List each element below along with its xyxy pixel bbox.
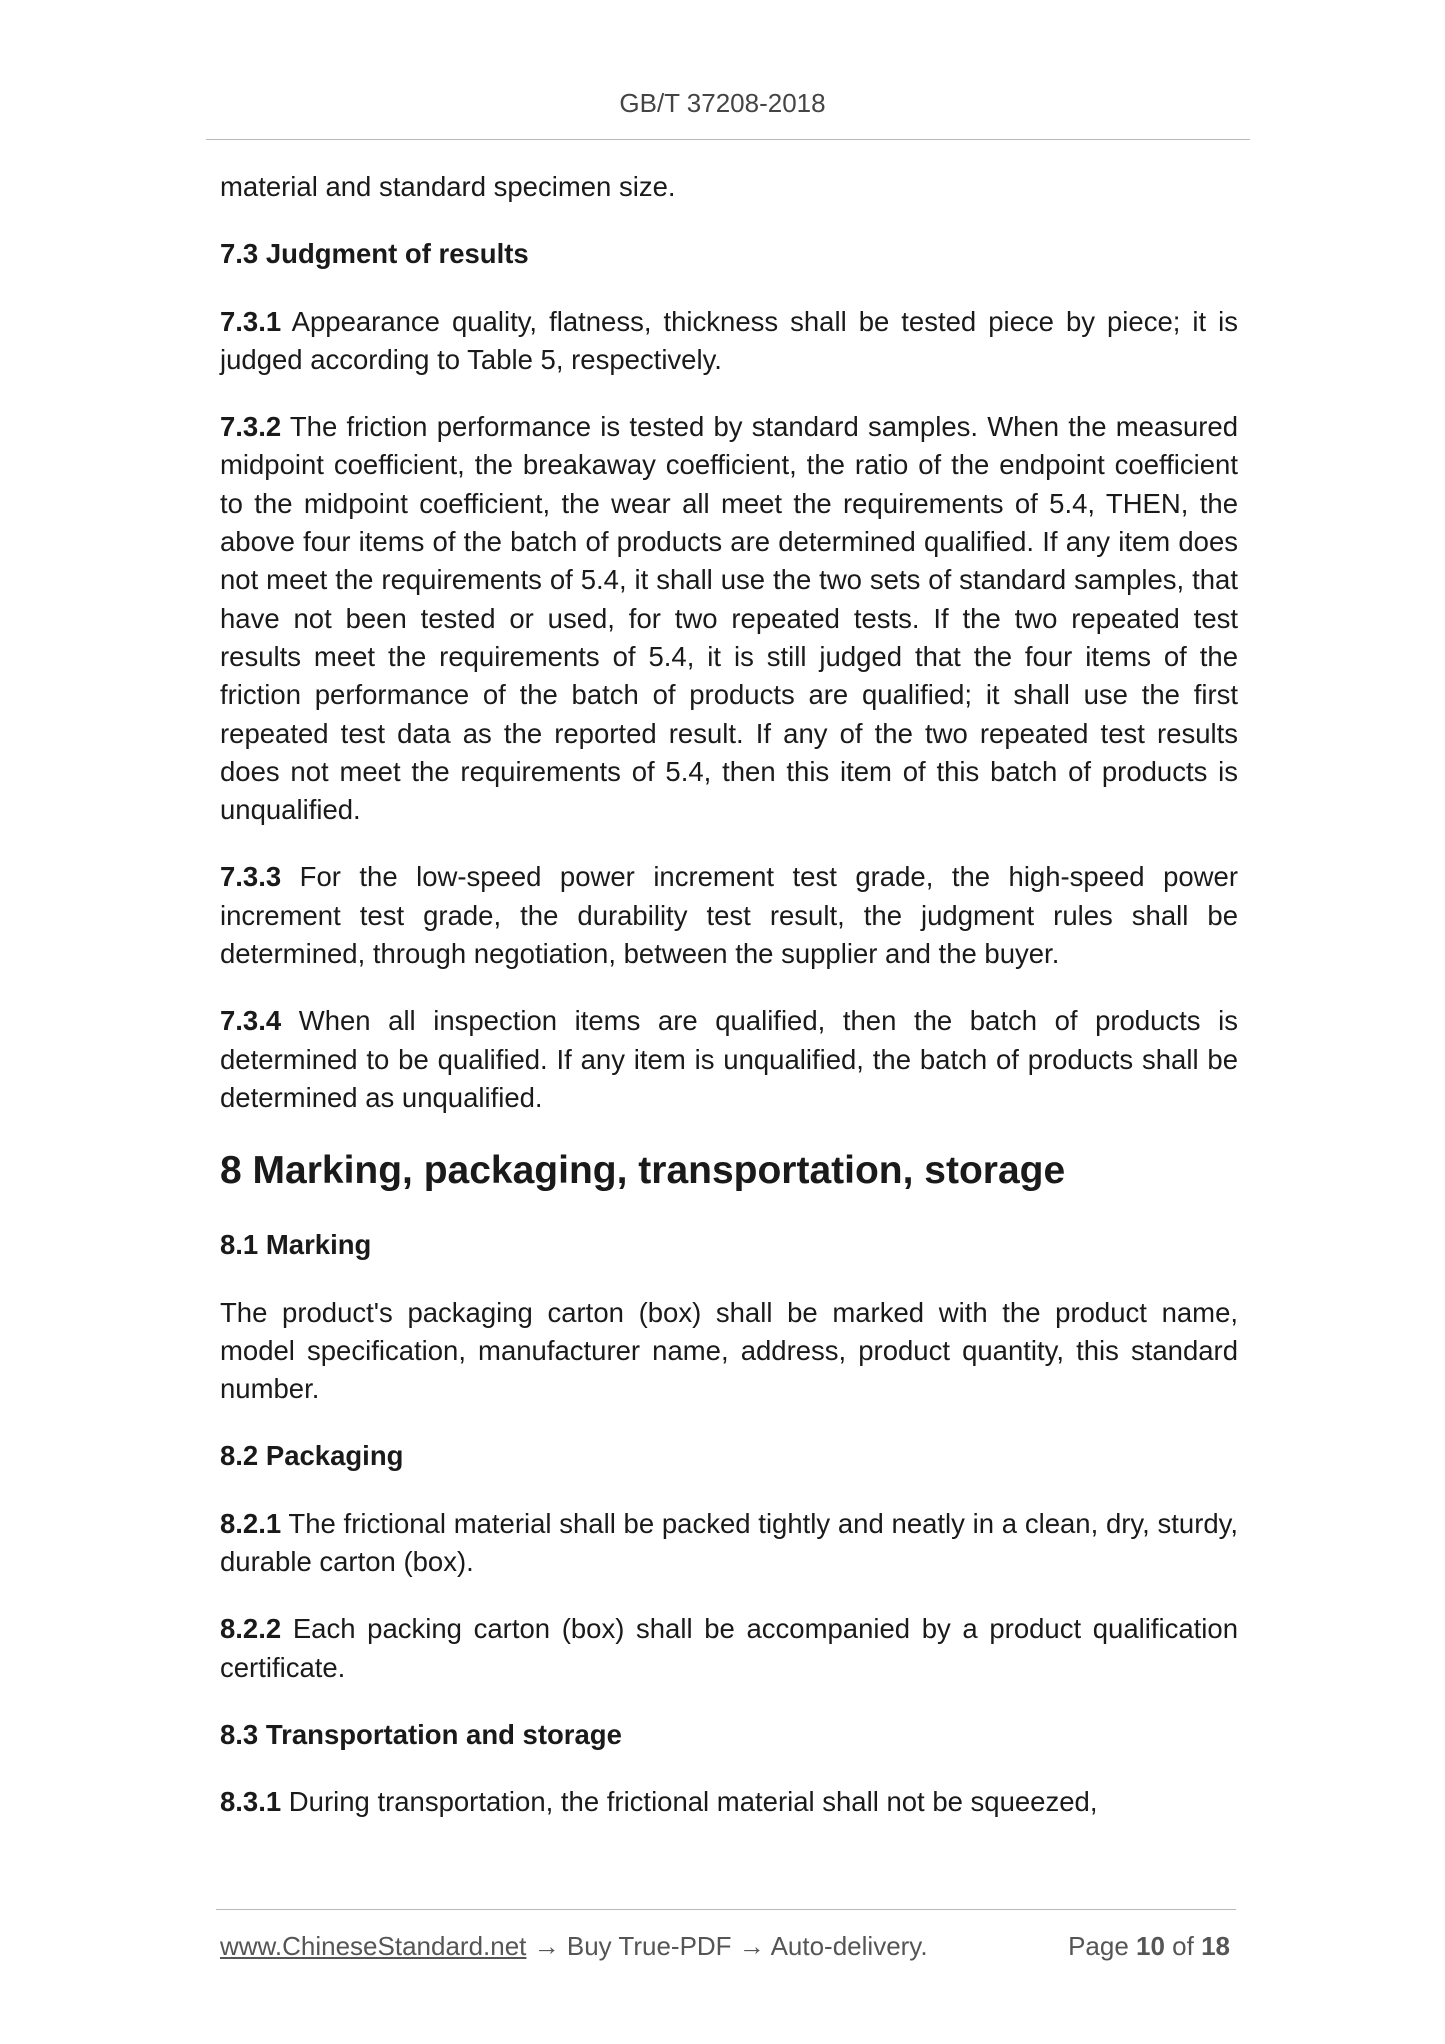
- clause-number: 8.3.1: [220, 1786, 282, 1818]
- page-indicator: [1068, 1929, 1230, 1963]
- clause-text: The friction performance is tested by standard samples. When the measured midpoint coefficient, the breakaway coefficient, the ratio of the endpoint coefficient to the midpoint coefficient, the wear all meet the requirements of 5.4, THEN, the above four items of the batch of products are determined qualified. If any item does not meet the requirements of 5.4, it shall use the two sets of standard samples, that have not been tested or used, for two repeated tests. If the two repeated test results meet the requirements of 5.4, it is still judged that the four items of the friction performance of the batch of products are qualified; it shall use the first repeated test data as the reported result. If any of the two repeated test results does not meet the requirements of 5.4, then this item of this batch of products is unqualified.: [220, 411, 1238, 826]
- page-footer: [220, 1929, 1230, 1963]
- footer-divider: [216, 1909, 1236, 1910]
- paragraph-continuation: material and standard specimen size.: [220, 171, 676, 202]
- clause-number: 7.3.1: [220, 305, 282, 337]
- clause-text: During transportation, the frictional material shall not be squeezed,: [281, 1786, 1098, 1818]
- clause-text: When all inspection items are qualified, then the batch of products is determined to be qualified. If any item is unqualified, the batch of products shall be determined as unqualified.: [220, 1005, 1238, 1113]
- clause-number: 7.3.3: [220, 861, 282, 893]
- clause-8-2-1: [220, 1505, 1238, 1582]
- paragraph-8-1: The product's packaging carton (box) shall be marked with the product name, model specification, manufacturer name, address, product quantity, this standard number.: [220, 1296, 1238, 1405]
- clause-7-3-4: [220, 1002, 1238, 1117]
- clause-7-3-3: [220, 858, 1238, 973]
- page-number: 10: [1136, 1931, 1165, 1961]
- clause-8-3-1: [220, 1783, 1238, 1821]
- footer-tagline: → Buy True-PDF → Auto-delivery.: [526, 1931, 928, 1961]
- header-divider: [206, 139, 1250, 140]
- document-id-header: GB/T 37208-2018: [619, 88, 826, 118]
- clause-7-3-2: [220, 408, 1238, 829]
- website-link[interactable]: www.ChineseStandard.net: [220, 1931, 527, 1961]
- clause-number: 7.3.4: [220, 1005, 282, 1037]
- of-label: of: [1164, 1931, 1202, 1961]
- page-content: [220, 168, 1238, 1851]
- page-total: 18: [1201, 1931, 1230, 1961]
- clause-text: For the low-speed power increment test grade, the high-speed power increment test grade, the durability test result, the judgment rules shall be determined, through negotiation, between the supplier and the buyer.: [220, 861, 1238, 970]
- section-heading-8-2: 8.2 Packaging: [220, 1440, 404, 1472]
- clause-7-3-1: [220, 303, 1238, 380]
- section-heading-7-3: 7.3 Judgment of results: [220, 238, 529, 270]
- section-heading-8-1: 8.1 Marking: [220, 1229, 372, 1261]
- chapter-heading-8: 8 Marking, packaging, transportation, storage: [220, 1149, 1066, 1193]
- clause-number: 8.2.1: [220, 1507, 282, 1539]
- clause-number: 7.3.2: [220, 411, 282, 443]
- clause-text: Each packing carton (box) shall be accompanied by a product qualification certificate.: [220, 1613, 1238, 1683]
- clause-8-2-2: [220, 1610, 1238, 1687]
- section-heading-8-3: 8.3 Transportation and storage: [220, 1718, 622, 1750]
- clause-number: 8.2.2: [220, 1613, 282, 1645]
- clause-text: The frictional material shall be packed tightly and neatly in a clean, dry, sturdy, durable carton (box).: [220, 1507, 1238, 1578]
- page-label: Page: [1068, 1931, 1137, 1961]
- clause-text: Appearance quality, flatness, thickness shall be tested piece by piece; it is judged according to Table 5, respectively.: [220, 305, 1238, 375]
